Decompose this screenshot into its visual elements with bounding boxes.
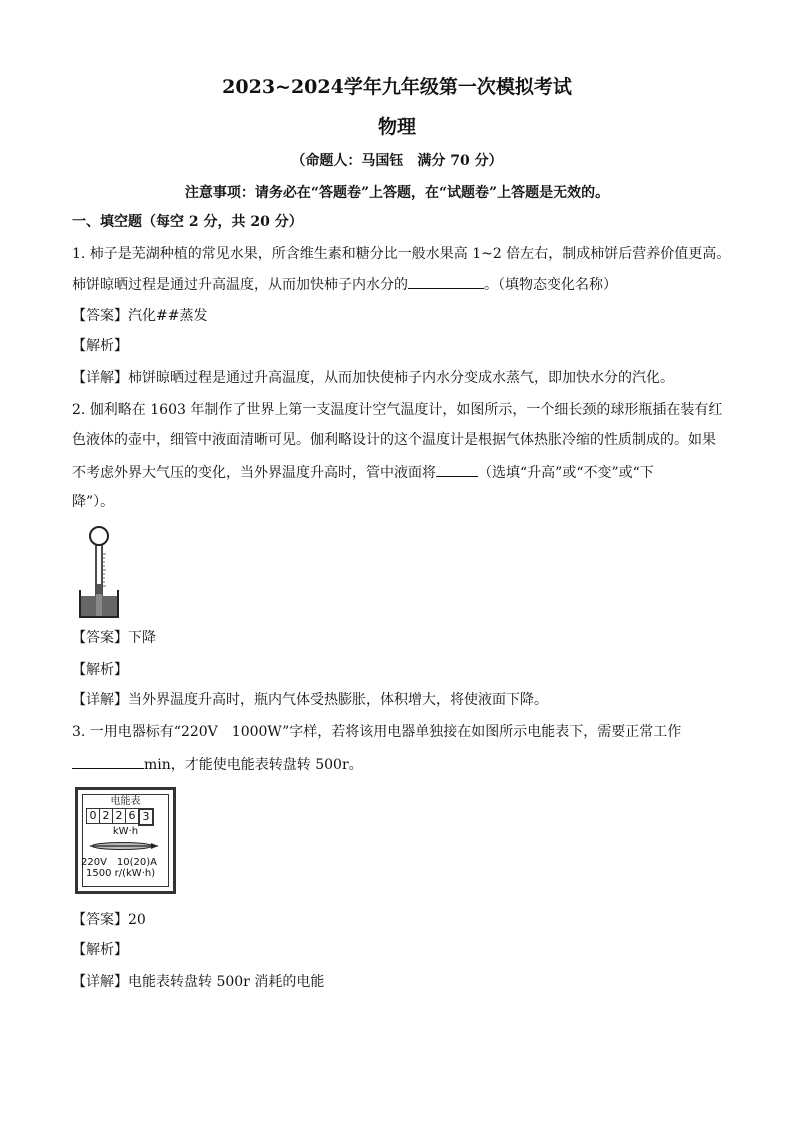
q1-detail	[72, 368, 674, 388]
detail-tag: 【详解】	[72, 974, 128, 990]
detail-text: 电能表转盘转 500r 消耗的电能	[128, 974, 325, 990]
meter-disc-arrow-head	[151, 843, 158, 849]
q1-analysis-tag: 【解析】	[72, 338, 128, 354]
q2-answer-blank	[436, 462, 478, 477]
exam-meta: （命题人：马国钰 满分 70 分）	[291, 153, 503, 169]
answer-tag: 【答案】	[72, 308, 128, 324]
meter-title: 电能表	[110, 796, 141, 807]
meter-digits	[86, 808, 153, 826]
q2-options: （选填“升高”或“不变”或“下	[478, 465, 654, 481]
detail-text: 柿饼晾晒过程是通过升高温度，从而加快使柿子内水分变成水蒸气，即加快水分的汽化。	[128, 370, 674, 386]
q2-text-line4: 降”）。	[72, 494, 115, 510]
q3-answer	[72, 910, 146, 930]
thermometer-bulb	[90, 527, 108, 545]
q1-answer	[72, 306, 207, 326]
q3-stem: min，才能使电能表转盘转 500r。	[144, 757, 363, 773]
q1-stem: 柿饼晾晒过程是通过升高温度，从而加快柿子内水分的	[72, 277, 408, 293]
q3-text-line1: 3. 一用电器标有“220V 1000W”字样，若将该用电器单独接在如图所示电能表下，需要正常工作	[72, 724, 682, 740]
meter-disc	[84, 840, 164, 852]
q2-answer	[72, 628, 156, 648]
meter-rating: 220V 10(20)A	[81, 857, 158, 868]
air-thermometer-figure	[74, 524, 124, 620]
q3-answer-blank	[72, 754, 144, 769]
exam-notice: 注意事项：请务必在“答题卷”上答题，在“试题卷”上答题是无效的。	[184, 185, 610, 201]
q3-analysis-tag: 【解析】	[72, 942, 128, 958]
detail-tag: 【详解】	[72, 692, 128, 708]
q3-detail	[72, 972, 324, 992]
q2-detail	[72, 690, 548, 710]
meter-constant: 1500 r/(kW·h)	[86, 868, 156, 879]
q1-text-line1: 1. 柿子是芜湖种植的常见水果，所含维生素和糖分比一般水果高 1~2 倍左右，制成柿饼后营养价值更高。	[72, 246, 731, 262]
meter-digit: 6	[125, 808, 139, 824]
energy-meter-figure	[75, 787, 176, 894]
q1-text-line2	[72, 274, 617, 295]
tube-in-liquid	[96, 594, 102, 616]
detail-text: 当外界温度升高时，瓶内气体受热膨胀，体积增大，将使液面下降。	[128, 692, 548, 708]
detail-tag: 【详解】	[72, 370, 128, 386]
answer-text: 汽化##蒸发	[128, 308, 208, 324]
exam-title: 2023~2024学年九年级第一次模拟考试	[222, 76, 572, 98]
q1-answer-blank	[408, 274, 484, 289]
meter-digit: 0	[86, 808, 100, 824]
meter-digit-decimal: 3	[138, 808, 154, 826]
q2-text-line1: 2. 伽利略在 1603 年制作了世界上第一支温度计空气温度计，如图所示，一个细长颈的球形瓶插在装有红	[72, 402, 723, 418]
meter-unit: kW·h	[112, 826, 139, 837]
q2-text-line3	[72, 462, 654, 483]
q3-text-line2	[72, 754, 363, 775]
answer-tag: 【答案】	[72, 912, 128, 928]
answer-text: 20	[128, 912, 146, 928]
meter-digit: 2	[99, 808, 113, 824]
q1-instruction: 。（填物态变化名称）	[484, 277, 617, 293]
q2-stem: 不考虑外界大气压的变化，当外界温度升高时，管中液面将	[72, 465, 436, 481]
section-heading: 一、填空题（每空 2 分，共 20 分）	[72, 214, 303, 230]
meter-digit: 2	[112, 808, 126, 824]
subject-title: 物理	[377, 116, 416, 138]
q2-text-line2: 色液体的壶中，细管中液面清晰可见。伽利略设计的这个温度计是根据气体热胀冷缩的性质制成的。如果	[72, 432, 716, 448]
q2-analysis-tag: 【解析】	[72, 662, 128, 678]
answer-text: 下降	[128, 630, 156, 646]
answer-tag: 【答案】	[72, 630, 128, 646]
